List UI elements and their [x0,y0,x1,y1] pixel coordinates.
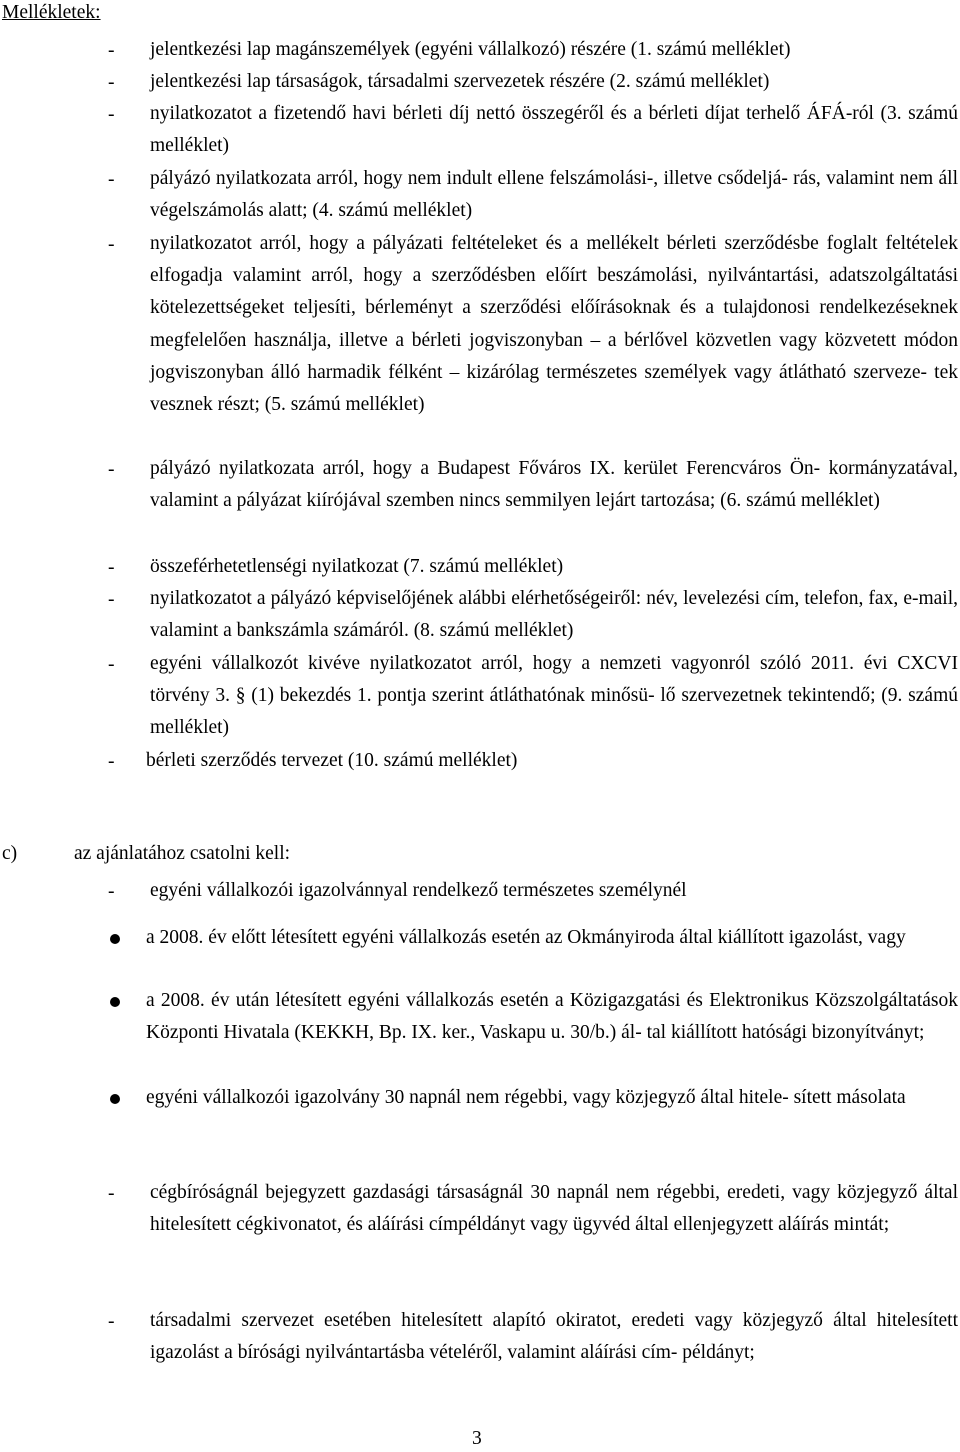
list-dash: - [108,1183,115,1204]
bullet-icon [110,934,120,944]
list-dash: - [108,589,115,610]
list-dash: - [108,459,115,480]
section-c-marker: c) [2,843,18,864]
list-dash: - [108,169,115,190]
bullet-item-3: egyéni vállalkozói igazolvány 30 napnál nem régebbi, vagy közjegyző által hitele- sített másolata [146,1087,906,1108]
list-dash: - [108,72,115,93]
bullet-item-2: a 2008. év után létesített egyéni vállalkozás esetén a Közigazgatási és Elektronikus Közszolgáltatások Központi Hivatala (KEKKH, Bp. IX. ker., Vaskapu u. 30/b.) ál- tal kiállított hatósági bizonyítványt; [146,990,958,1044]
attachment-item-2: jelentkezési lap társaságok, társadalmi szervezetek részére (2. számú melléklet) [150,71,770,92]
section-c-item-1: egyéni vállalkozói igazolvánnyal rendelkező természetes személynél [150,880,687,901]
list-dash: - [108,557,115,578]
attachment-item-9: egyéni vállalkozót kivéve nyilatkozatot arról, hogy a nemzeti vagyonról szóló 2011. évi CXCVI törvény 3. § (1) bekezdés 1. pontja szerint átláthatónak minősü- lő szervezetnek tekintendő; (9. számú melléklet) [150,653,958,739]
list-dash: - [108,751,115,772]
attachment-item-7: összeférhetetlenségi nyilatkozat (7. számú melléklet) [150,556,564,577]
section-c-item-2: cégbíróságnál bejegyzett gazdasági társaságnál 30 napnál nem régebbi, eredeti, vagy közjegyző által hitelesített cégkivonatot, és aláírási címpéldányt vagy ügyvéd által ellenjegyzett aláírás mintát; [150,1182,958,1236]
list-dash: - [108,654,115,675]
attachment-item-6: pályázó nyilatkozata arról, hogy a Budapest Főváros IX. kerület Ferencváros Ön- kormányzatával, valamint a pályázat kiírójával szemben nincs semmilyen lejárt tartozása; (6. számú melléklet) [150,458,958,512]
section-c-label: az ajánlatához csatolni kell: [74,843,291,864]
list-dash: - [108,40,115,61]
bullet-icon [110,997,120,1007]
attachment-item-1: jelentkezési lap magánszemélyek (egyéni vállalkozó) részére (1. számú melléklet) [150,39,791,60]
list-dash: - [108,881,115,902]
attachment-item-8: nyilatkozatot a pályázó képviselőjének alábbi elérhetőségeiről: név, levelezési cím, telefon, fax, e-mail, valamint a bankszámla számáról. (8. számú melléklet) [150,588,958,642]
attachments-heading: Mellékletek: [2,2,101,23]
section-c-item-3: társadalmi szervezet esetében hitelesített alapító okiratot, eredeti vagy közjegyző által hitelesített igazolást a bírósági nyilvántartásba vételéről, valamint aláírási cím- példányt; [150,1310,958,1364]
bullet-item-1: a 2008. év előtt létesített egyéni vállalkozás esetén az Okmányiroda által kiállított igazolást, vagy [146,927,906,948]
attachment-item-3: nyilatkozatot a fizetendő havi bérleti díj nettó összegéről és a bérleti díjat terhelő ÁFÁ-ról (3. számú melléklet) [150,103,958,157]
attachment-item-10: bérleti szerződés tervezet (10. számú melléklet) [146,750,518,771]
list-dash: - [108,234,115,255]
list-dash: - [108,1311,115,1332]
list-dash: - [108,104,115,125]
bullet-icon [110,1094,120,1104]
page-number: 3 [472,1428,482,1449]
attachment-item-4: pályázó nyilatkozata arról, hogy nem indult ellene felszámolási-, illetve csődeljá- rás, valamint nem áll végelszámolás alatt; (4. számú melléklet) [150,168,958,222]
attachment-item-5: nyilatkozatot arról, hogy a pályázati feltételeket és a mellékelt bérleti szerződésbe foglalt feltételek elfogadja valamint arról, hogy a szerződésben előírt beszámolási, nyilvántartási, adatszolgáltatási kötelezettségeket teljesíti, bérleményt a szerződési előírásoknak és a tulajdonosi rendelkezéseknek megfelelően használja, illetve a bérleti jogviszonyban – a bérlővel közvetlen vagy közvetett módon jogviszonyban álló harmadik félként – kizárólag természetes személyek vagy átlátható szerveze- tek vesznek részt; (5. számú melléklet) [150,233,958,416]
